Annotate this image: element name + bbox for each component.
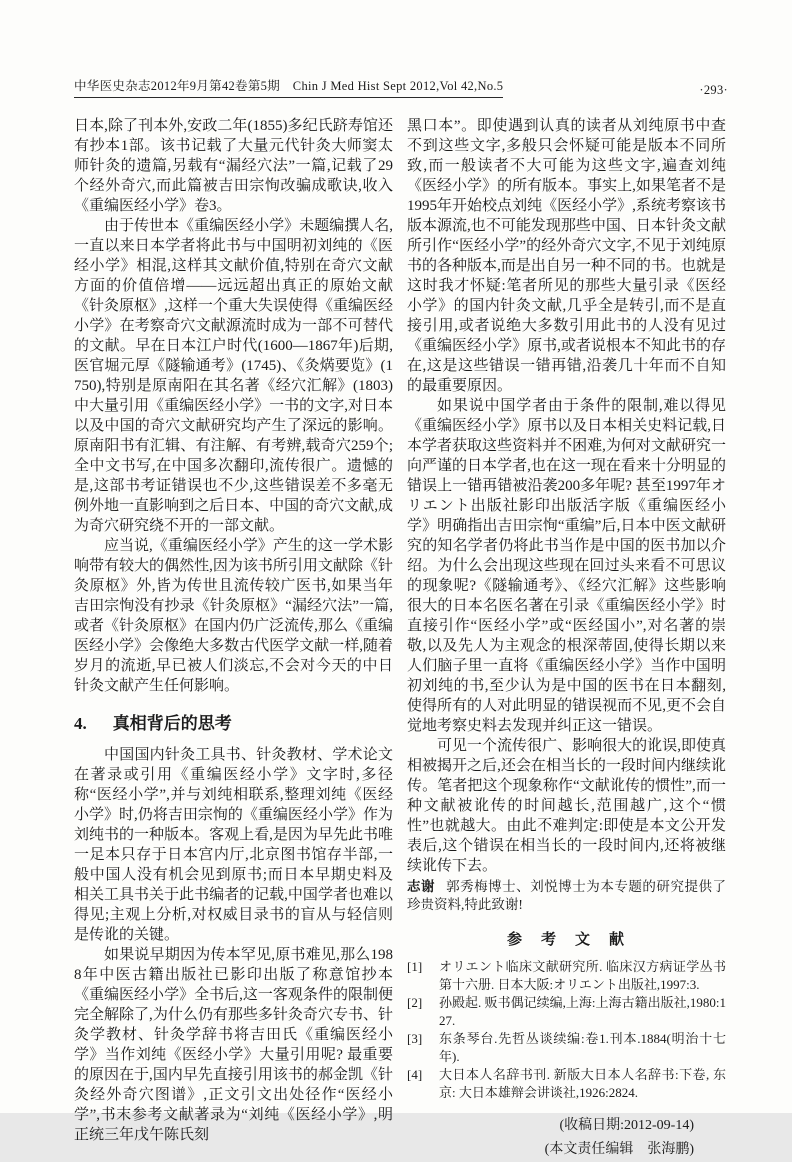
reference-marker: [3] [407, 1030, 423, 1046]
article-body [74, 116, 726, 1162]
paragraph: 可见一个流传很广、影响很大的讹误,即使真相被揭开之后,还会在相当长的一段时间内继续讹传。笔者把这个现象称作“文献讹传的惯性”,而一种文献被讹传的时间越长,范围越广,这个“惯性”也就越大。由此不难判定:即使是本文公开发表后,这个错误在相当长的一段时间内,还将被继续讹传下去。 [407, 738, 726, 874]
reference-list [407, 958, 726, 1102]
reference-marker: [4] [407, 1066, 423, 1082]
reference-text: 大日本人名辞书刊. 新版大日本人名辞书:下卷, 东京: 大日本雄辩会讲谈社,1926:2824. [439, 1066, 726, 1100]
acknowledgement-text: 郭秀梅博士、刘悦博士为本专题的研究提供了珍贵资料,特此致谢! [407, 879, 727, 912]
reference-item [407, 994, 726, 1030]
reference-marker: [2] [407, 994, 423, 1010]
section-heading [74, 709, 393, 734]
left-column [74, 116, 393, 1162]
references-heading: 参 考 文 献 [506, 931, 626, 948]
paragraph: 应当说,《重编医经小学》产生的这一学术影响带有较大的偶然性,因为该书所引用文献除《针灸原枢》外,皆为传世且流传较广医书,如果当年吉田宗恂没有抄录《针灸原枢》“漏经穴法”一篇,或者《针灸原枢》在国内仍广泛流传,那么《重编医经小学》会像绝大多数古代医学文献一样,随着岁月的流逝,早已被人们淡忘,不会对今天的中日针灸文献产生任何影响。 [74, 538, 393, 694]
acknowledgement [407, 878, 726, 914]
paragraph: 如果说早期因为传本罕见,原书难见,那么1988年中医古籍出版社已影印出版了称意馆抄本《重编医经小学》全书后,这一客观条件的限制便完全解除了,为什么仍有那些多针灸奇穴专书、针灸学教材、针灸学辞书将吉田氏《重编医经小学》当作刘纯《医经小学》大量引用呢? 最重要的原因在于,国内早先直接引用该书的郝金凯《针灸经外奇穴图谱》,正文引文出处径作“医经小学”,书末参考文献著录为“刘纯《医经小学》,明正统三年戊午陈氏刻 [74, 947, 393, 1143]
paragraph: 黑口本”。即使遇到认真的读者从刘纯原书中查不到这些文字,多般只会怀疑可能是版本不同所致,而一般读者不大可能为这些文字,遍查刘纯《医经小学》的所有版本。事实上,如果笔者不是1995年开始校点刘纯《医经小学》,系统考察该书版本源流,也不可能发现那些中国、日本针灸文献所引作“医经小学”的经外奇穴文字,不见于刘纯原书的各种版本,而是出自另一种不同的书。也就是这时我才怀疑:笔者所见的那些大量引录《医经小学》的国内针灸文献,几乎全是转引,而不是直接引用,或者说绝大多数引用此书的人没有见过《重编医经小学》原书,或者说根本不知此书的存在,这是这些错误一错再错,沿袭几十年而不自知的最重要原因。 [407, 118, 726, 394]
reference-text: 孙殿起. 贩书偶记续编,上海:上海古籍出版社,1980:127. [439, 994, 726, 1028]
reference-item [407, 1030, 726, 1066]
received-date: (收稿日期:2012-09-14) [559, 1117, 694, 1133]
paragraph: 由于传世本《重编医经小学》未题编撰人名,一直以来日本学者将此书与中国明初刘纯的《医经小学》相混,这样其文献价值,特别在奇穴文献方面的价值倍增——远远超出真正的原始文献《针灸原枢》,这样一个重大失误使得《重编医经小学》在考察奇穴文献源流时成为一部不可替代的文献。早在日本江户时代(1600—1867年)后期,医官堀元厚《隧输通考》(1745)、《灸焫要览》(1750),特别是原南阳在其名著《经穴汇解》(1803)中大量引用《重编医经小学》一书的文字,对日本以及中国的奇穴文献研究均产生了深远的影响。原南阳书有汇辑、有注解、有考辨,载奇穴259个;全中文书写,在中国多次翻印,流传很广。遗憾的是,这部书考证错误也不少,这些错误差不多毫无例外地一直影响到之后日本、中国的奇穴文献,成为奇穴研究绕不开的一部文献。 [74, 218, 393, 534]
section-number: 4. [74, 714, 87, 733]
page-header [74, 76, 728, 98]
page-number: ·293· [699, 83, 728, 97]
reference-item [407, 958, 726, 994]
editor-note: (本文责任编辑 张海鹏) [544, 1141, 694, 1157]
reference-text: 东条琴台.先哲丛谈续编:卷1.刊本.1884(明治十七年). [439, 1030, 726, 1064]
reference-text: オリエント临床文献研究所. 临床汉方病证学丛书第十六册. 日本大阪:オリエント出版社,1997:3. [439, 958, 726, 992]
acknowledgement-label: 志谢 [407, 879, 436, 894]
paragraph: 中国国内针灸工具书、针灸教材、学术论文在著录或引用《重编医经小学》文字时,多径称“医经小学”,并与刘纯相联系,整理刘纯《医经小学》时,仍将吉田宗恂的《重编医经小学》作为刘纯书的一种版本。客观上看,是因为早先此书唯一足本只存于日本宫内厅,北京图书馆存半部,一般中国人没有机会见到原书;而日本早期史料及相关工具书关于此书编者的记载,中国学者也难以得见;主观上分析,对权威目录书的盲从与轻信则是传讹的关键。 [74, 747, 393, 943]
reference-marker: [1] [407, 958, 423, 974]
article-footer [407, 1114, 726, 1162]
right-column [407, 116, 726, 1162]
section-title: 真相背后的思考 [112, 714, 232, 733]
reference-item [407, 1066, 726, 1102]
paragraph: 如果说中国学者由于条件的限制,难以得见《重编医经小学》原书以及日本相关史料记载,日本学者获取这些资料并不困难,为何对文献研究一向严谨的日本学者,也在这一现在看来十分明显的错误上一错再错被沿袭200多年呢? 甚至1997年オリエント出版社影印出版活字版《重编医经小学》明确指出吉田宗恂“重编”后,日本中医文献研究的知名学者仍将此书当作是中国的医书加以介绍。为什么会出现这些现在回过头来看不可思议的现象呢?《隧输通考》、《经穴汇解》这些影响很大的日本名医名著在引录《重编医经小学》时直接引作“医经小学”或“医经国小”,对名著的崇敬,以及先人为主观念的根深蒂固,使得长期以来人们脑子里一直将《重编医经小学》当作中国明初刘纯的书,至少认为是中国的医书在日本翻刻,使得所有的人对此明显的错误视而不见,更不会自觉地考察史料去发现并纠正这一错误。 [407, 398, 726, 734]
journal-title-line: 中华医史杂志2012年9月第42卷第5期 Chin J Med Hist Sept 2012,Vol 42,No.5 [74, 76, 503, 98]
paragraph: 日本,除了刊本外,安政二年(1855)多纪氏跻寿馆还有抄本1部。该书记载了大量元代针灸大师窦太师针灸的遗篇,另载有“漏经穴法”一篇,记载了29个经外奇穴,而此篇被吉田宗恂改骗成歌诀,收入《重编医经小学》卷3。 [74, 118, 393, 214]
